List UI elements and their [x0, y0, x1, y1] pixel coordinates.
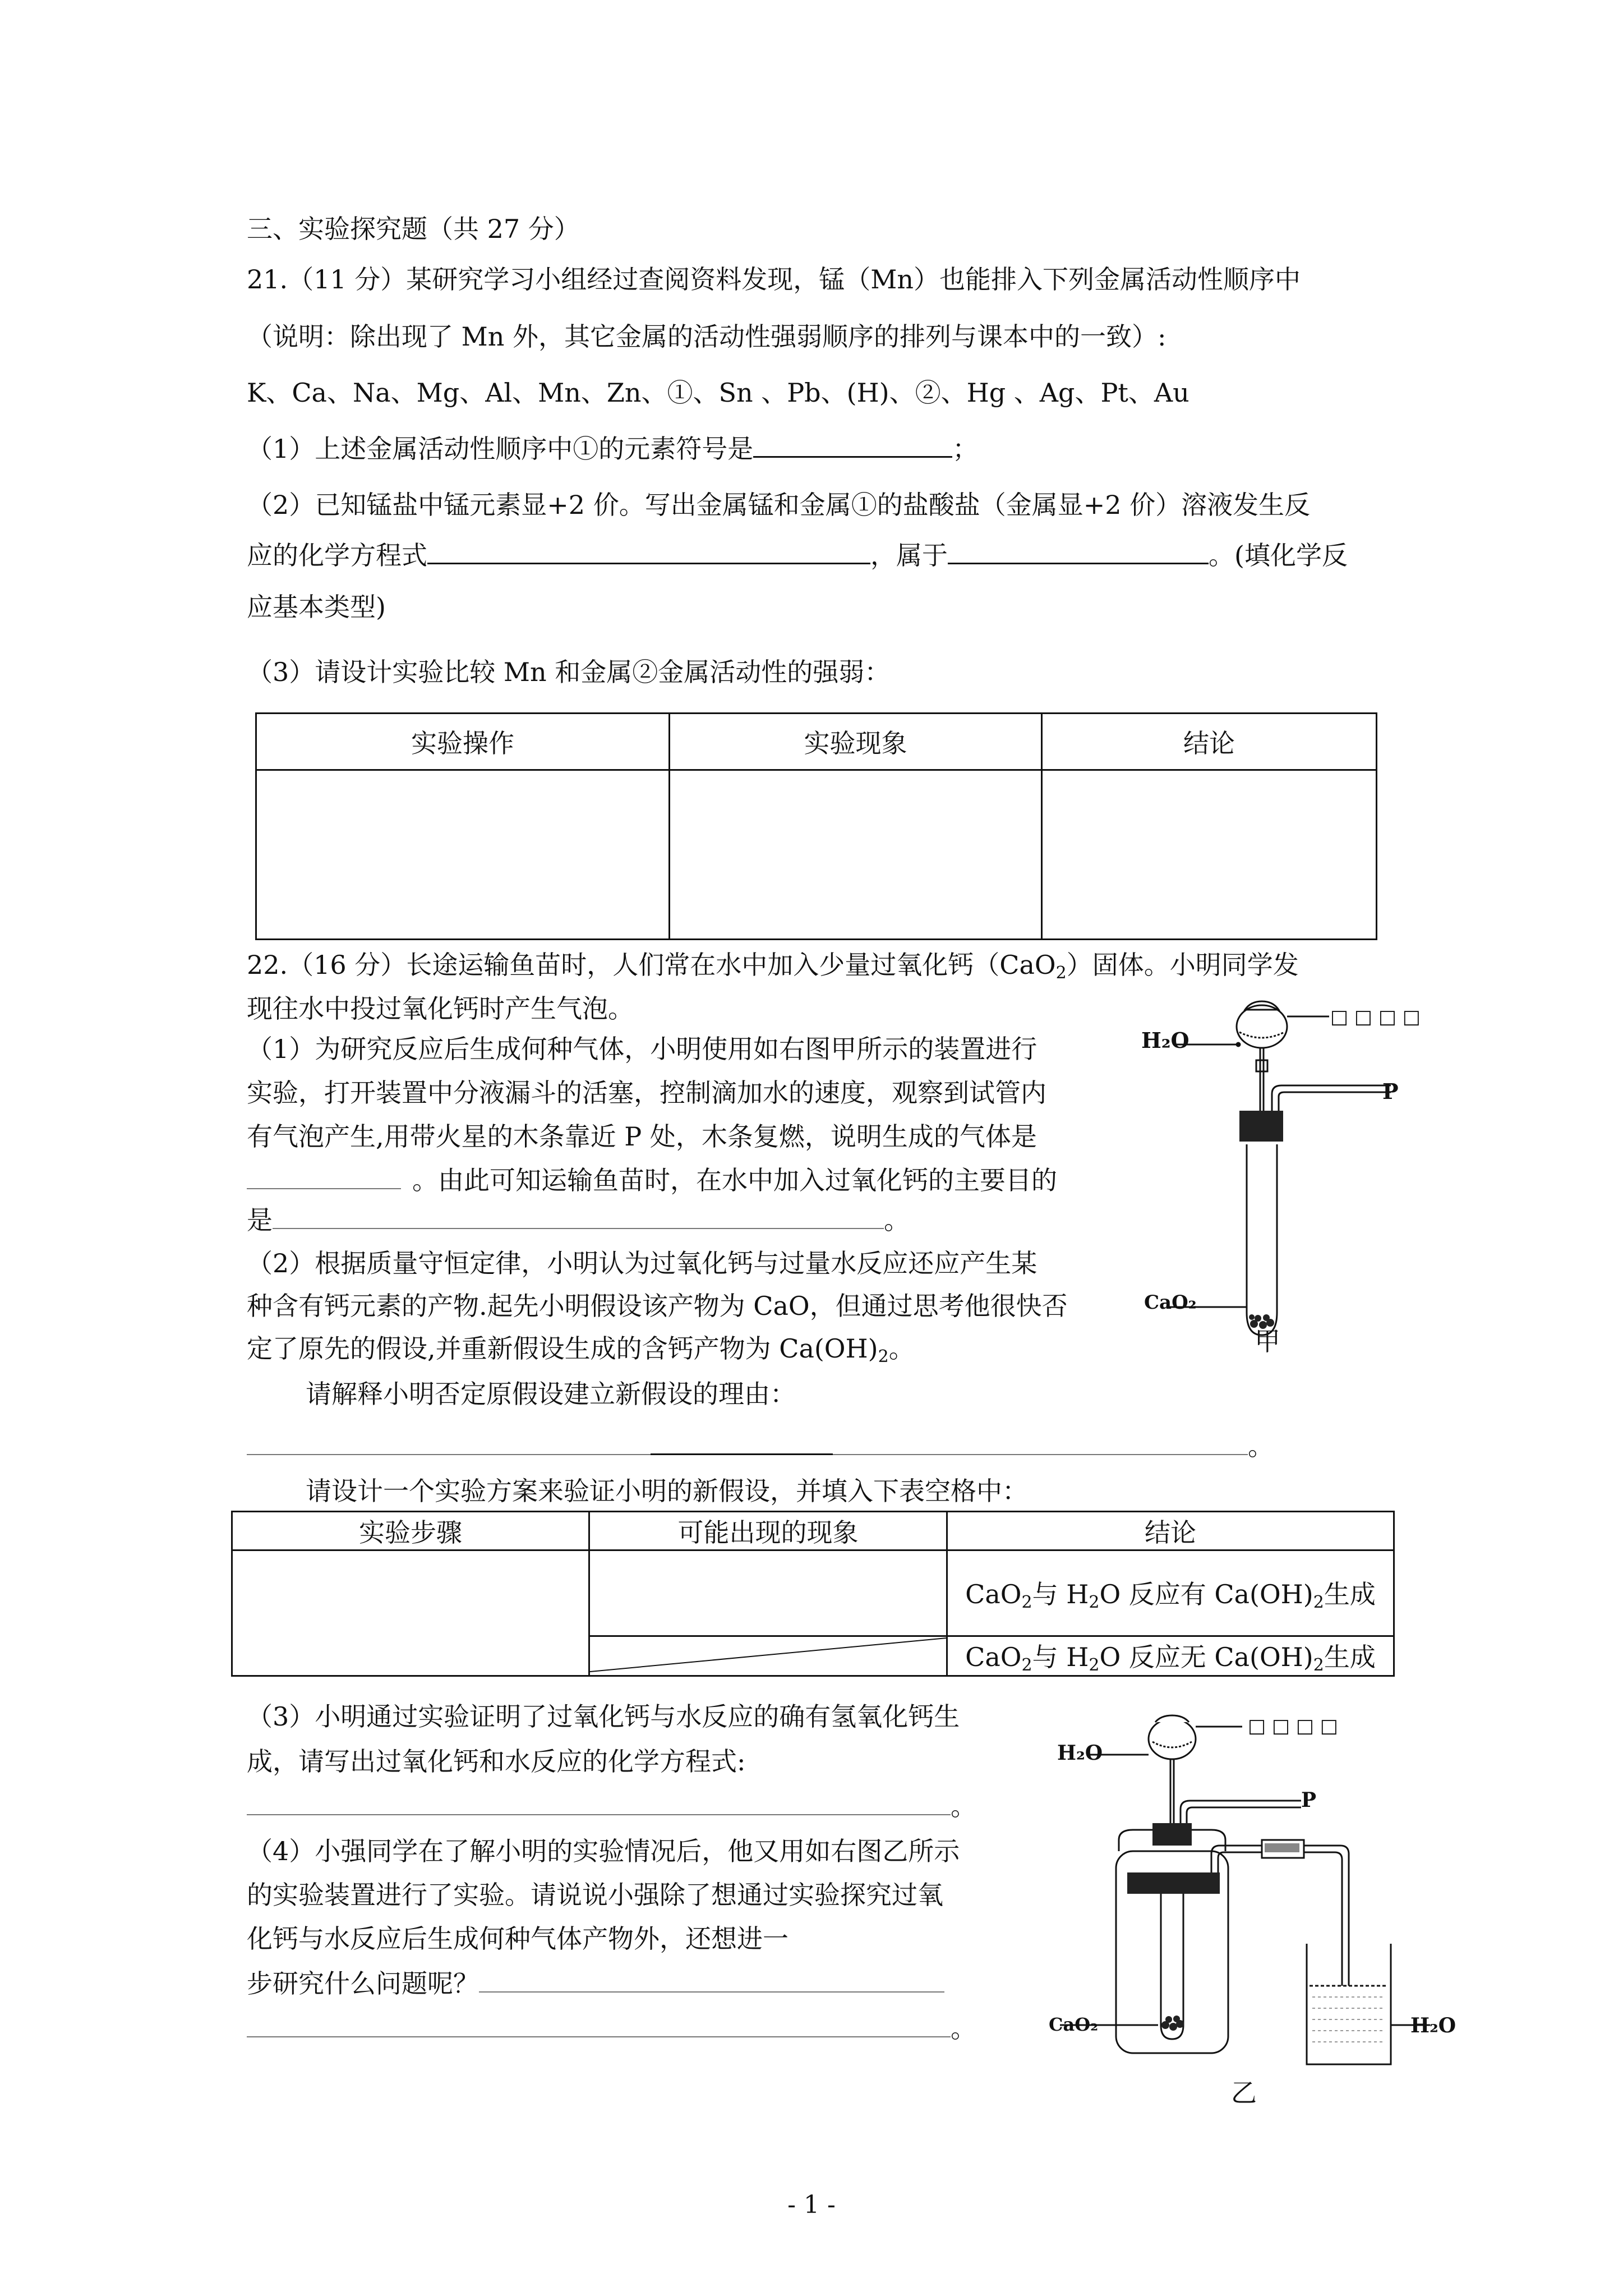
jia-label-valve: □ □ □ □	[1330, 1006, 1421, 1028]
conclusion-1-part-b: 与 H	[1032, 1579, 1089, 1609]
q21-table-header-operation: 实验操作	[256, 714, 670, 770]
conclusion-2-part-a: CaO	[965, 1642, 1022, 1672]
q22-part1-line2: 实验，打开装置中分液漏斗的活塞，控制滴加水的速度，观察到试管内	[247, 1078, 1046, 1108]
conclusion-2-part-c: O 反应无 Ca(OH)	[1099, 1642, 1313, 1672]
q21-intro: 21.（11 分）某研究学习小组经过查阅资料发现，锰（Mn）也能排入下列金属活动性顺序中	[247, 264, 1301, 295]
yi-caption: 乙	[1231, 2078, 1257, 2108]
q21-reaction-type-blank[interactable]	[948, 540, 1209, 564]
conclusion-2-part-d: 生成	[1324, 1642, 1376, 1672]
q22-table-header-step: 实验步骤	[232, 1512, 589, 1550]
q21-part1-answer-blank[interactable]	[753, 434, 952, 458]
conclusion-2-sub-b: 2	[1089, 1655, 1100, 1675]
q22-part2-line3-end: 。	[888, 1333, 915, 1364]
q21-table-cell-conclusion[interactable]	[1042, 770, 1377, 940]
q22-table-conclusion-2	[947, 1636, 1394, 1676]
q22-part1-line4-text: 。由此可知运输鱼苗时，在水中加入过氧化钙的主要目的	[412, 1165, 1057, 1195]
q21-part1	[247, 432, 978, 466]
yi-label-p: P	[1301, 1788, 1317, 1812]
q22-gas-blank[interactable]	[247, 1166, 401, 1189]
conclusion-1-part-a: CaO	[965, 1579, 1022, 1609]
q22-part4-line2: 的实验装置进行了实验。请说说小强除了想通过实验探究过氧	[247, 1880, 943, 1910]
conclusion-1-part-d: 生成	[1324, 1579, 1376, 1609]
q22-part1-line5-lead: 是	[247, 1205, 273, 1235]
q22-intro-text: 22.（16 分）长途运输鱼苗时，人们常在水中加入少量过氧化钙（CaO	[247, 950, 1056, 980]
q22-table-header-conclusion: 结论	[947, 1512, 1394, 1550]
yi-label-valve: □ □ □ □	[1248, 1715, 1338, 1737]
q22-table-cell-phenomenon-2[interactable]	[589, 1636, 947, 1676]
conclusion-1-part-c: O 反应有 Ca(OH)	[1099, 1579, 1313, 1609]
q21-part2-tail: 。(填化学反	[1209, 540, 1348, 570]
q22-equation-blank[interactable]	[247, 1792, 951, 1815]
yi-label-h2o-right: H₂O	[1410, 2014, 1456, 2037]
q22-table-cell-step[interactable]	[232, 1550, 589, 1676]
q22-part4-line5	[247, 2012, 976, 2045]
q22-part3-line3	[247, 1789, 976, 1823]
conclusion-1-sub-c: 2	[1313, 1593, 1324, 1612]
jia-label-cao2: CaO₂	[1144, 1291, 1197, 1314]
conclusion-2-sub-c: 2	[1313, 1655, 1324, 1675]
q22-part4-line4	[247, 1967, 944, 2000]
q22-reason-line	[247, 1429, 1274, 1463]
q21-part2-line2	[247, 539, 1348, 572]
q21-part2-line1: （2）已知锰盐中锰元素显+2 价。写出金属锰和金属①的盐酸盐（金属显+2 价）溶液发生反	[247, 490, 1311, 520]
q22-reason-blank-b[interactable]	[651, 1431, 833, 1455]
q22-part2-line6: 请设计一个实验方案来验证小明的新假设，并填入下表空格中：	[306, 1476, 1028, 1506]
page-number: - 1 -	[787, 2191, 836, 2219]
q22-intro-subscript: 2	[1055, 963, 1067, 983]
q22-reason-end: 。	[1248, 1431, 1274, 1461]
q21-experiment-table	[255, 712, 1377, 940]
q21-part3: （3）请设计实验比较 Mn 和金属②金属活动性的强弱：	[247, 657, 891, 687]
q22-part1-line1: （1）为研究反应后生成何种气体，小明使用如右图甲所示的装置进行	[247, 1034, 1038, 1064]
q22-verification-table	[231, 1511, 1395, 1677]
q22-reason-blank-c[interactable]	[833, 1432, 1248, 1455]
q21-table-cell-phenomenon[interactable]	[670, 770, 1042, 940]
diagonal-line	[590, 1637, 947, 1674]
q22-part1-line5-end: 。	[884, 1205, 910, 1235]
q22-part1-line3: 有气泡产生,用带火星的木条靠近 P 处，木条复燃，说明生成的气体是	[247, 1121, 1037, 1152]
q21-equation-blank[interactable]	[427, 540, 870, 564]
q22-table-header-phenomenon: 可能出现的现象	[589, 1512, 947, 1550]
q22-part3-line2: 成，请写出过氧化钙和水反应的化学方程式:	[247, 1746, 746, 1777]
q22-part2-line3-subscript: 2	[878, 1347, 889, 1366]
q22-part2-line3	[247, 1332, 915, 1374]
q22-reason-blank-a[interactable]	[247, 1432, 651, 1455]
section-title: 三、实验探究题（共 27 分）	[247, 214, 580, 244]
q22-part4-line4-text: 步研究什么问题呢？	[247, 1968, 479, 1999]
q22-purpose-blank[interactable]	[273, 1205, 884, 1229]
conclusion-1-sub-b: 2	[1089, 1593, 1100, 1612]
q22-question-blank-2[interactable]	[247, 2014, 951, 2037]
q21-note: （说明：除出现了 Mn 外，其它金属的活动性强弱顺序的排列与课本中的一致）:	[247, 321, 1166, 352]
q22-part2-line4: 请解释小明否定原假设建立新假设的理由：	[306, 1379, 796, 1409]
jia-label-p: P	[1382, 1079, 1399, 1104]
q22-part4-line1: （4）小强同学在了解小明的实验情况后，他又用如右图乙所示	[247, 1836, 960, 1866]
q22-part1-line5	[247, 1203, 910, 1237]
q22-part2-line2: 种含有钙元素的产物.起先小明假设该产物为 CaO，但通过思考他很快否	[247, 1291, 1068, 1321]
apparatus-figure-yi	[1043, 1711, 1447, 2104]
q22-part2-line1: （2）根据质量守恒定律，小明认为过氧化钙与过量水反应还应产生某	[247, 1248, 1038, 1278]
jia-label-h2o: H₂O	[1141, 1028, 1189, 1053]
conclusion-1-sub-a: 2	[1021, 1593, 1032, 1612]
q22-part4-end: 。	[951, 2013, 976, 2044]
q22-part4-line3: 化钙与水反应后生成何种气体产物外，还想进一	[247, 1924, 789, 1954]
yi-label-cao2: CaO₂	[1049, 2014, 1099, 2035]
q21-part1-end: ；	[952, 434, 979, 464]
q22-table-conclusion-1	[947, 1550, 1394, 1636]
q22-part1-line4	[247, 1163, 1057, 1197]
q21-part2-mid: ，属于	[870, 540, 948, 570]
q22-part3-line1: （3）小明通过实验证明了过氧化钙与水反应的确有氢氧化钙生	[247, 1701, 960, 1732]
q21-table-header-phenomenon: 实验现象	[670, 714, 1042, 770]
q22-intro-text-end: ）固体。小明同学发	[1066, 950, 1299, 980]
q21-series: K、Ca、Na、Mg、Al、Mn、Zn、①、Sn 、Pb、(H)、②、Hg 、Ag、Pt、Au	[247, 378, 1189, 408]
q22-table-cell-phenomenon-1[interactable]	[589, 1550, 947, 1636]
q21-table-cell-operation[interactable]	[256, 770, 670, 940]
q21-part1-text: （1）上述金属活动性顺序中①的元素符号是	[247, 434, 754, 464]
jia-caption: 甲	[1255, 1326, 1280, 1356]
conclusion-2-sub-a: 2	[1021, 1655, 1032, 1675]
q22-part3-end: 。	[951, 1791, 976, 1821]
q22-intro-line2: 现往水中投过氧化钙时产生气泡。	[247, 993, 634, 1024]
q21-part2-lead: 应的化学方程式	[247, 540, 427, 570]
q22-intro-line1	[247, 948, 1299, 990]
conclusion-2-part-b: 与 H	[1032, 1642, 1089, 1672]
q22-part2-line3-text: 定了原先的假设,并重新假设生成的含钙产物为 Ca(OH)	[247, 1333, 878, 1364]
q22-question-blank-1[interactable]	[479, 1969, 944, 1993]
q21-part2-line3: 应基本类型)	[247, 592, 386, 622]
yi-label-h2o-top: H₂O	[1057, 1741, 1103, 1765]
q21-table-header-conclusion: 结论	[1042, 714, 1377, 770]
